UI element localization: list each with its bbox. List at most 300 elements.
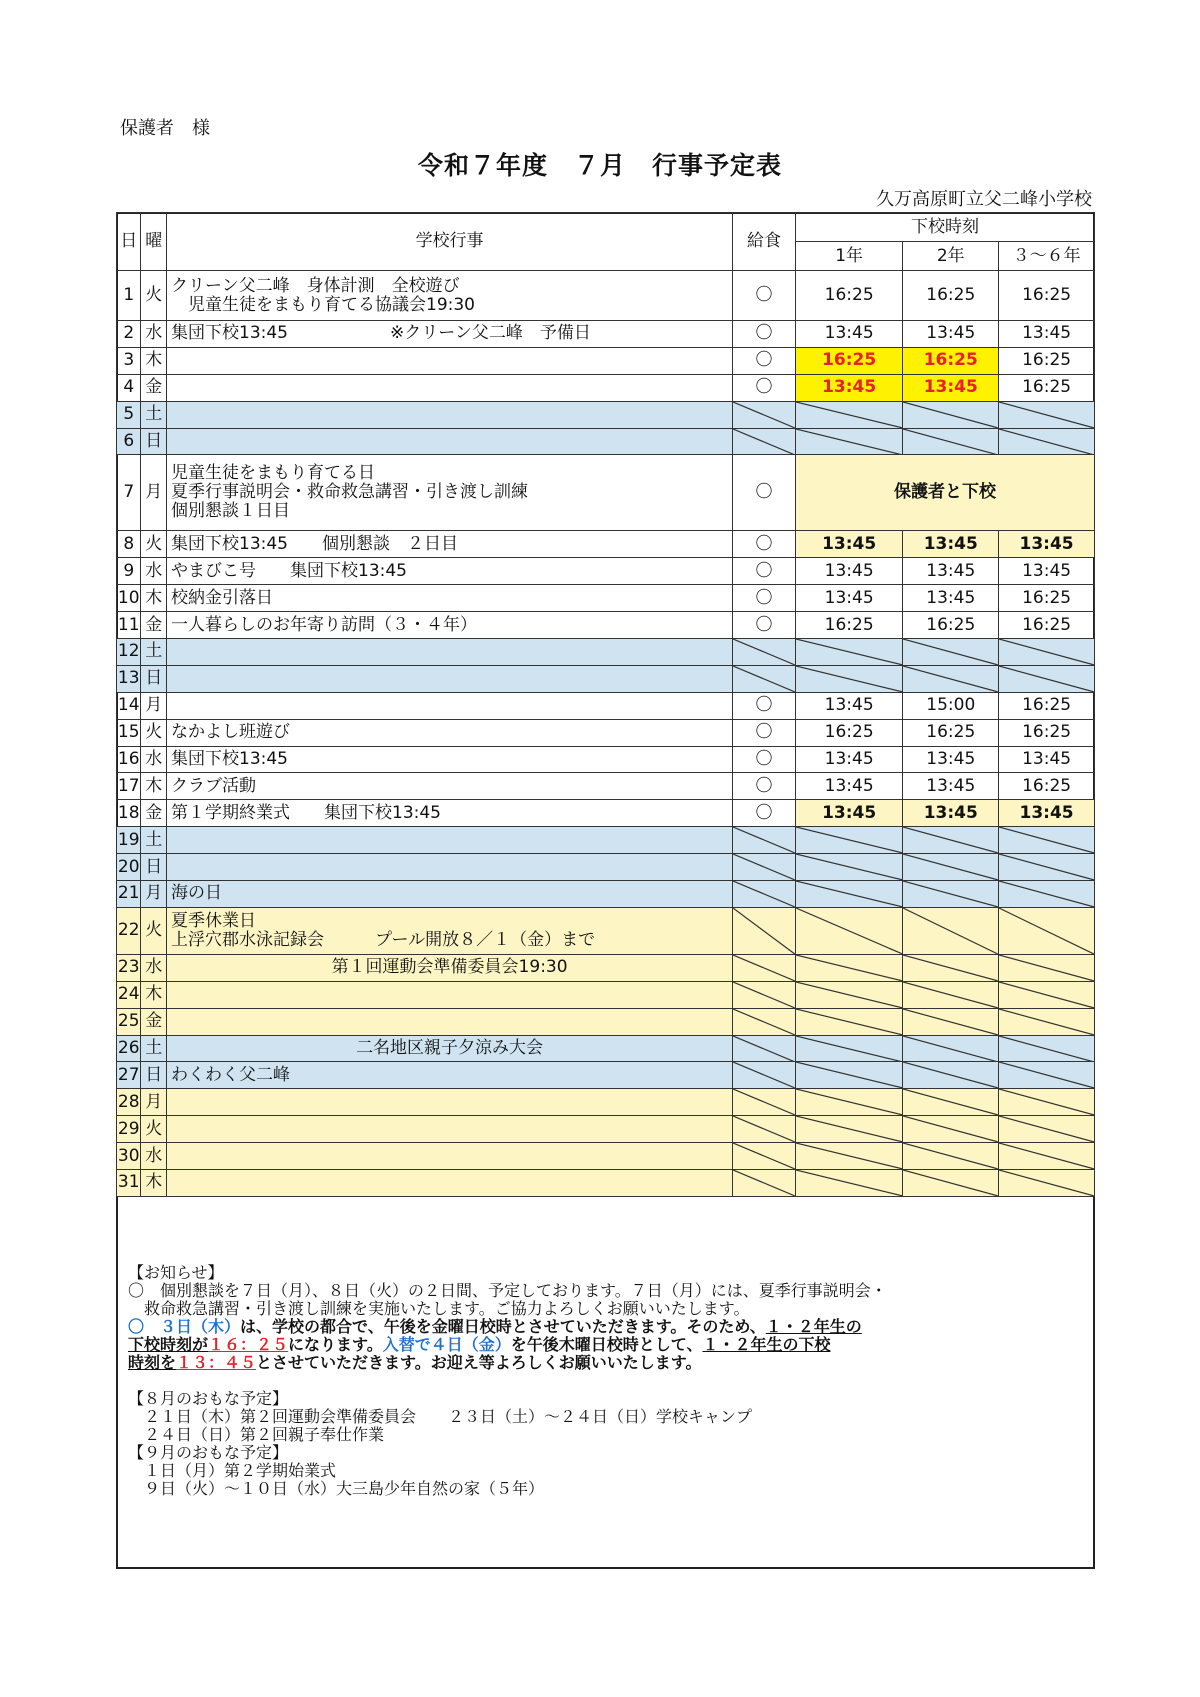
school-name: 久万高原町立父二峰小学校 [876, 189, 1092, 210]
row-day: 27 [117, 1062, 141, 1089]
row-dismissal-time: 13:45 [999, 558, 1095, 585]
row-day: 30 [117, 1143, 141, 1170]
row-dismissal-time: 13:45 [903, 746, 999, 773]
event-line: 二名地区親子夕涼み大会 [356, 1038, 544, 1059]
row-events [167, 1143, 733, 1170]
event-line: 児童生徒をまもり育てる日 [171, 463, 375, 484]
no-dismissal-cell [733, 639, 796, 666]
row-dismissal-time: 13:45 [795, 800, 902, 827]
no-dismissal-cell [795, 954, 902, 981]
no-dismissal-cell [795, 827, 902, 854]
row-events [167, 531, 733, 558]
schedule-row [117, 428, 1095, 455]
header-grade-1: 1年 [795, 242, 902, 271]
row-weekday: 木 [141, 1170, 167, 1197]
row-dismissal-time: 16:25 [795, 719, 902, 746]
notice-2-text-b: 下校時刻が [128, 1335, 209, 1354]
no-dismissal-cell [903, 428, 999, 455]
row-events [167, 665, 733, 692]
row-lunch: 〇 [733, 585, 796, 612]
schedule-row [117, 981, 1095, 1008]
schedule-row [117, 907, 1095, 954]
no-dismissal-cell [999, 1170, 1095, 1197]
no-dismissal-cell [733, 854, 796, 881]
notice-1-line-1: 〇 個別懇談を７日（月）、８日（火）の２日間、予定しております。７日（月）には、夏季行事説明会・ [128, 1281, 887, 1300]
row-dismissal-time: 13:45 [795, 321, 902, 348]
row-weekday: 火 [141, 719, 167, 746]
row-dismissal-time: 13:45 [795, 558, 902, 585]
no-dismissal-cell [903, 954, 999, 981]
no-dismissal-cell [795, 1116, 902, 1143]
notice-2-grades-a: １・２年生の [765, 1317, 862, 1336]
event-line: 集団下校13:45 [171, 749, 288, 770]
row-dismissal-time: 13:45 [999, 321, 1095, 348]
header-grade-3-6: ３～６年 [999, 242, 1095, 271]
row-events [167, 401, 733, 428]
row-dismissal-time: 13:45 [903, 800, 999, 827]
row-weekday: 日 [141, 854, 167, 881]
header-weekday: 曜 [141, 213, 167, 271]
row-lunch: 〇 [733, 800, 796, 827]
row-day: 25 [117, 1008, 141, 1035]
no-dismissal-cell [903, 639, 999, 666]
no-dismissal-cell [733, 428, 796, 455]
no-dismissal-cell [903, 401, 999, 428]
event-line: わくわく父二峰 [171, 1064, 290, 1085]
row-dismissal-time: 13:45 [795, 746, 902, 773]
no-dismissal-cell [733, 881, 796, 908]
row-weekday: 木 [141, 585, 167, 612]
no-dismissal-cell [903, 907, 999, 954]
row-day: 16 [117, 746, 141, 773]
no-dismissal-cell [999, 428, 1095, 455]
notice-2-text-a: は、学校の都合で、午後を金曜日校時とさせていただきます。そのため、 [240, 1317, 766, 1336]
row-events [167, 612, 733, 639]
row-events [167, 773, 733, 800]
no-dismissal-cell [903, 854, 999, 881]
row-dismissal-time: 16:25 [903, 271, 999, 321]
notice-2-swap: 入替で４日（金） [382, 1335, 511, 1354]
no-dismissal-cell [903, 827, 999, 854]
no-dismissal-cell [733, 1062, 796, 1089]
row-weekday: 土 [141, 827, 167, 854]
no-dismissal-cell [903, 881, 999, 908]
row-dismissal-time: 13:45 [903, 531, 999, 558]
row-events [167, 1089, 733, 1116]
row-lunch: 〇 [733, 612, 796, 639]
row-day: 17 [117, 773, 141, 800]
no-dismissal-cell [733, 954, 796, 981]
schedule-row [117, 347, 1095, 374]
row-weekday: 火 [141, 1116, 167, 1143]
row-day: 1 [117, 271, 141, 321]
row-day: 2 [117, 321, 141, 348]
page-title: 令和７年度 ７月 行事予定表 [417, 151, 782, 180]
event-line: 集団下校13:45 個別懇談 ２日目 [171, 533, 458, 554]
no-dismissal-cell [903, 981, 999, 1008]
row-day: 20 [117, 854, 141, 881]
no-dismissal-cell [795, 1170, 902, 1197]
schedule-row [117, 639, 1095, 666]
row-events [167, 1116, 733, 1143]
schedule-row [117, 773, 1095, 800]
schedule-row [117, 854, 1095, 881]
row-weekday: 月 [141, 881, 167, 908]
schedule-row [117, 401, 1095, 428]
row-events [167, 428, 733, 455]
row-dismissal-time: 16:25 [795, 271, 902, 321]
row-lunch: 〇 [733, 558, 796, 585]
row-dismissal-time: 16:25 [903, 347, 999, 374]
header-grade-2: 2年 [903, 242, 999, 271]
row-day: 7 [117, 455, 141, 531]
no-dismissal-cell [795, 907, 902, 954]
row-dismissal-time: 13:45 [999, 531, 1095, 558]
row-day: 28 [117, 1089, 141, 1116]
schedule-row [117, 665, 1095, 692]
no-dismissal-cell [903, 1089, 999, 1116]
row-events [167, 981, 733, 1008]
no-dismissal-cell [999, 907, 1095, 954]
row-events [167, 455, 733, 531]
no-dismissal-cell [733, 1089, 796, 1116]
schedule-row [117, 585, 1095, 612]
no-dismissal-cell [733, 1116, 796, 1143]
no-dismissal-cell [795, 401, 902, 428]
no-dismissal-cell [903, 665, 999, 692]
no-dismissal-cell [903, 1143, 999, 1170]
row-weekday: 水 [141, 558, 167, 585]
notice-2-text-d: を午後木曜日校時として、 [510, 1335, 703, 1354]
no-dismissal-cell [795, 1035, 902, 1062]
row-events [167, 347, 733, 374]
notice-2-date: 〇 ３日（木） [128, 1317, 241, 1336]
notice-2-grades-b: １・２年生の下校 [702, 1335, 831, 1354]
row-weekday: 水 [141, 1143, 167, 1170]
no-dismissal-cell [733, 1008, 796, 1035]
no-dismissal-cell [999, 1116, 1095, 1143]
row-day: 3 [117, 347, 141, 374]
no-dismissal-cell [733, 401, 796, 428]
no-dismissal-cell [999, 827, 1095, 854]
row-weekday: 日 [141, 428, 167, 455]
row-day: 6 [117, 428, 141, 455]
no-dismissal-cell [733, 1170, 796, 1197]
no-dismissal-cell [733, 1143, 796, 1170]
row-dismissal-time: 13:45 [903, 374, 999, 401]
no-dismissal-cell [795, 428, 902, 455]
schedule-row [117, 954, 1095, 981]
no-dismissal-cell [795, 881, 902, 908]
september-heading: 【９月のおもな予定】 [128, 1443, 289, 1462]
row-dismissal-time: 13:45 [795, 773, 902, 800]
row-lunch: 〇 [733, 271, 796, 321]
schedule-row [117, 746, 1095, 773]
event-line: 一人暮らしのお年寄り訪問（３・４年） [171, 614, 477, 635]
event-line: 第１学期終業式 集団下校13:45 [171, 802, 441, 823]
row-day: 31 [117, 1170, 141, 1197]
no-dismissal-cell [999, 401, 1095, 428]
row-dismissal-time: 13:45 [903, 558, 999, 585]
no-dismissal-cell [795, 665, 902, 692]
schedule-row [117, 1008, 1095, 1035]
schedule-row [117, 800, 1095, 827]
august-heading: 【８月のおもな予定】 [128, 1389, 289, 1408]
no-dismissal-cell [903, 1170, 999, 1197]
no-dismissal-cell [903, 1008, 999, 1035]
row-day: 21 [117, 881, 141, 908]
row-lunch: 〇 [733, 455, 796, 531]
row-dismissal-time: 16:25 [999, 347, 1095, 374]
row-weekday: 月 [141, 455, 167, 531]
schedule-row [117, 271, 1095, 321]
no-dismissal-cell [733, 981, 796, 1008]
row-day: 9 [117, 558, 141, 585]
no-dismissal-cell [733, 665, 796, 692]
row-day: 5 [117, 401, 141, 428]
row-dismissal-time: 16:25 [999, 719, 1095, 746]
event-line: 第１回運動会準備委員会19:30 [331, 957, 568, 978]
row-lunch: 〇 [733, 746, 796, 773]
row-events [167, 558, 733, 585]
row-lunch: 〇 [733, 719, 796, 746]
row-events [167, 585, 733, 612]
notice-2-time-b: １３：４５ [176, 1353, 257, 1372]
row-events [167, 321, 733, 348]
schedule-row [117, 531, 1095, 558]
schedule-row [117, 1062, 1095, 1089]
schedule-row [117, 558, 1095, 585]
no-dismissal-cell [795, 1062, 902, 1089]
no-dismissal-cell [795, 1143, 902, 1170]
row-events [167, 854, 733, 881]
row-events [167, 954, 733, 981]
row-events [167, 374, 733, 401]
no-dismissal-cell [733, 907, 796, 954]
no-dismissal-cell [903, 1035, 999, 1062]
row-dismissal-time: 16:25 [903, 612, 999, 639]
no-dismissal-cell [733, 1035, 796, 1062]
row-dismissal-time: 13:45 [795, 585, 902, 612]
row-day: 19 [117, 827, 141, 854]
schedule-row [117, 612, 1095, 639]
event-line: 校納金引落日 [171, 587, 273, 608]
row-weekday: 水 [141, 746, 167, 773]
no-dismissal-cell [999, 665, 1095, 692]
row-events [167, 746, 733, 773]
no-dismissal-cell [795, 1089, 902, 1116]
row-day: 26 [117, 1035, 141, 1062]
row-weekday: 土 [141, 639, 167, 666]
september-item-1: １日（月）第２学期始業式 [128, 1461, 337, 1480]
event-line: 海の日 [171, 883, 222, 904]
notice-2-line-3 [128, 1354, 1078, 1372]
no-dismissal-cell [999, 1089, 1095, 1116]
row-weekday: 火 [141, 531, 167, 558]
row-events [167, 1170, 733, 1197]
no-dismissal-cell [795, 1008, 902, 1035]
row-events [167, 719, 733, 746]
no-dismissal-cell [999, 981, 1095, 1008]
row-dismissal-time: 13:45 [903, 773, 999, 800]
row-dismissal-time: 16:25 [999, 585, 1095, 612]
row-weekday: 金 [141, 800, 167, 827]
august-item-1: ２１日（木）第２回運動会準備委員会 ２３日（土）～２４日（日）学校キャンプ [128, 1407, 753, 1426]
notice-2-line-1 [128, 1318, 1078, 1336]
row-dismissal-time: 13:45 [795, 374, 902, 401]
schedule-row [117, 1116, 1095, 1143]
schedule-row [117, 1170, 1095, 1197]
no-dismissal-cell [999, 1062, 1095, 1089]
row-weekday: 木 [141, 773, 167, 800]
row-dismissal-time: 13:45 [903, 585, 999, 612]
row-weekday: 木 [141, 981, 167, 1008]
row-dismissal-time: 13:45 [795, 692, 902, 719]
schedule-row [117, 321, 1095, 348]
no-dismissal-cell [903, 1116, 999, 1143]
row-day: 4 [117, 374, 141, 401]
row-dismissal-time: 13:45 [999, 746, 1095, 773]
row-lunch: 〇 [733, 692, 796, 719]
row-weekday: 木 [141, 347, 167, 374]
row-weekday: 金 [141, 1008, 167, 1035]
no-dismissal-cell [999, 881, 1095, 908]
row-weekday: 月 [141, 692, 167, 719]
row-day: 29 [117, 1116, 141, 1143]
row-events [167, 639, 733, 666]
header-events: 学校行事 [167, 213, 733, 271]
schedule-row [117, 692, 1095, 719]
row-dismissal-time: 16:25 [795, 612, 902, 639]
row-dismissal-time: 16:25 [999, 612, 1095, 639]
row-dismissal-time: 16:25 [999, 271, 1095, 321]
no-dismissal-cell [795, 981, 902, 1008]
row-dismissal-note: 保護者と下校 [795, 455, 1094, 531]
header-lunch: 給食 [733, 213, 796, 271]
september-item-2: ９日（火）～１０日（水）大三島少年自然の家（５年） [128, 1479, 545, 1498]
schedule-table [116, 212, 1095, 1197]
no-dismissal-cell [903, 1062, 999, 1089]
row-events [167, 1035, 733, 1062]
row-weekday: 土 [141, 1035, 167, 1062]
notice-2-text-c: になります。 [288, 1335, 383, 1354]
row-events [167, 1008, 733, 1035]
event-line: クラブ活動 [171, 775, 256, 796]
row-day: 11 [117, 612, 141, 639]
row-lunch: 〇 [733, 374, 796, 401]
no-dismissal-cell [999, 854, 1095, 881]
no-dismissal-cell [999, 639, 1095, 666]
row-day: 8 [117, 531, 141, 558]
event-line: 児童生徒をまもり育てる協議会19:30 [171, 294, 475, 315]
header-dismissal: 下校時刻 [795, 213, 1094, 242]
row-events [167, 800, 733, 827]
event-line: 集団下校13:45 ※クリーン父二峰 予備日 [171, 323, 591, 344]
row-dismissal-time: 16:25 [999, 374, 1095, 401]
notice-2-time-a: １６：２５ [208, 1335, 289, 1354]
row-weekday: 水 [141, 954, 167, 981]
no-dismissal-cell [795, 639, 902, 666]
event-line: 夏季休業日 [171, 910, 256, 931]
schedule-row [117, 374, 1095, 401]
notices [128, 1264, 1078, 1498]
schedule-row [117, 1143, 1095, 1170]
notice-2-text-e: 時刻を [128, 1353, 177, 1372]
row-events [167, 271, 733, 321]
no-dismissal-cell [999, 1035, 1095, 1062]
row-dismissal-time: 16:25 [999, 773, 1095, 800]
row-weekday: 水 [141, 321, 167, 348]
row-day: 18 [117, 800, 141, 827]
schedule-row [117, 455, 1095, 531]
event-line: 夏季行事説明会・救命救急講習・引き渡し訓練 [171, 482, 528, 503]
schedule-row [117, 881, 1095, 908]
august-item-2: ２４日（日）第２回親子奉仕作業 [128, 1425, 385, 1444]
event-line: やまびこ号 集団下校13:45 [171, 560, 407, 581]
event-line: なかよし班遊び [171, 722, 290, 743]
row-dismissal-time: 16:25 [903, 719, 999, 746]
row-day: 12 [117, 639, 141, 666]
row-weekday: 火 [141, 907, 167, 954]
notice-2-text-f: とさせていただきます。お迎え等よろしくお願いいたします。 [256, 1353, 702, 1372]
row-day: 24 [117, 981, 141, 1008]
schedule-row [117, 827, 1095, 854]
row-day: 15 [117, 719, 141, 746]
row-dismissal-time: 16:25 [795, 347, 902, 374]
row-day: 10 [117, 585, 141, 612]
row-dismissal-time: 16:25 [999, 692, 1095, 719]
header-day: 日 [117, 213, 141, 271]
row-day: 22 [117, 907, 141, 954]
row-dismissal-time: 15:00 [903, 692, 999, 719]
notice-2-line-2 [128, 1336, 1078, 1354]
no-dismissal-cell [733, 827, 796, 854]
row-dismissal-time: 13:45 [903, 321, 999, 348]
event-line: 上浮穴郡水泳記録会 プール開放８／１（金）まで [171, 929, 596, 950]
no-dismissal-cell [999, 954, 1095, 981]
row-weekday: 金 [141, 612, 167, 639]
row-weekday: 火 [141, 271, 167, 321]
row-events [167, 881, 733, 908]
row-lunch: 〇 [733, 321, 796, 348]
row-lunch: 〇 [733, 531, 796, 558]
row-day: 13 [117, 665, 141, 692]
no-dismissal-cell [795, 854, 902, 881]
row-events [167, 827, 733, 854]
row-weekday: 土 [141, 401, 167, 428]
row-dismissal-time: 13:45 [999, 800, 1095, 827]
row-events [167, 907, 733, 954]
event-line: クリーン父二峰 身体計測 全校遊び [171, 275, 460, 296]
no-dismissal-cell [999, 1143, 1095, 1170]
row-weekday: 日 [141, 1062, 167, 1089]
schedule-row [117, 1035, 1095, 1062]
addressee: 保護者 様 [120, 118, 210, 139]
row-dismissal-time: 13:45 [795, 531, 902, 558]
row-weekday: 日 [141, 665, 167, 692]
row-weekday: 金 [141, 374, 167, 401]
row-lunch: 〇 [733, 347, 796, 374]
notice-heading: 【お知らせ】 [128, 1263, 224, 1282]
row-events [167, 1062, 733, 1089]
row-events [167, 692, 733, 719]
row-lunch: 〇 [733, 773, 796, 800]
notice-1-line-2: 救命救急講習・引き渡し訓練を実施いたします。ご協力よろしくお願いいたします。 [128, 1299, 750, 1318]
schedule-row [117, 719, 1095, 746]
schedule-row [117, 1089, 1095, 1116]
no-dismissal-cell [999, 1008, 1095, 1035]
row-day: 23 [117, 954, 141, 981]
